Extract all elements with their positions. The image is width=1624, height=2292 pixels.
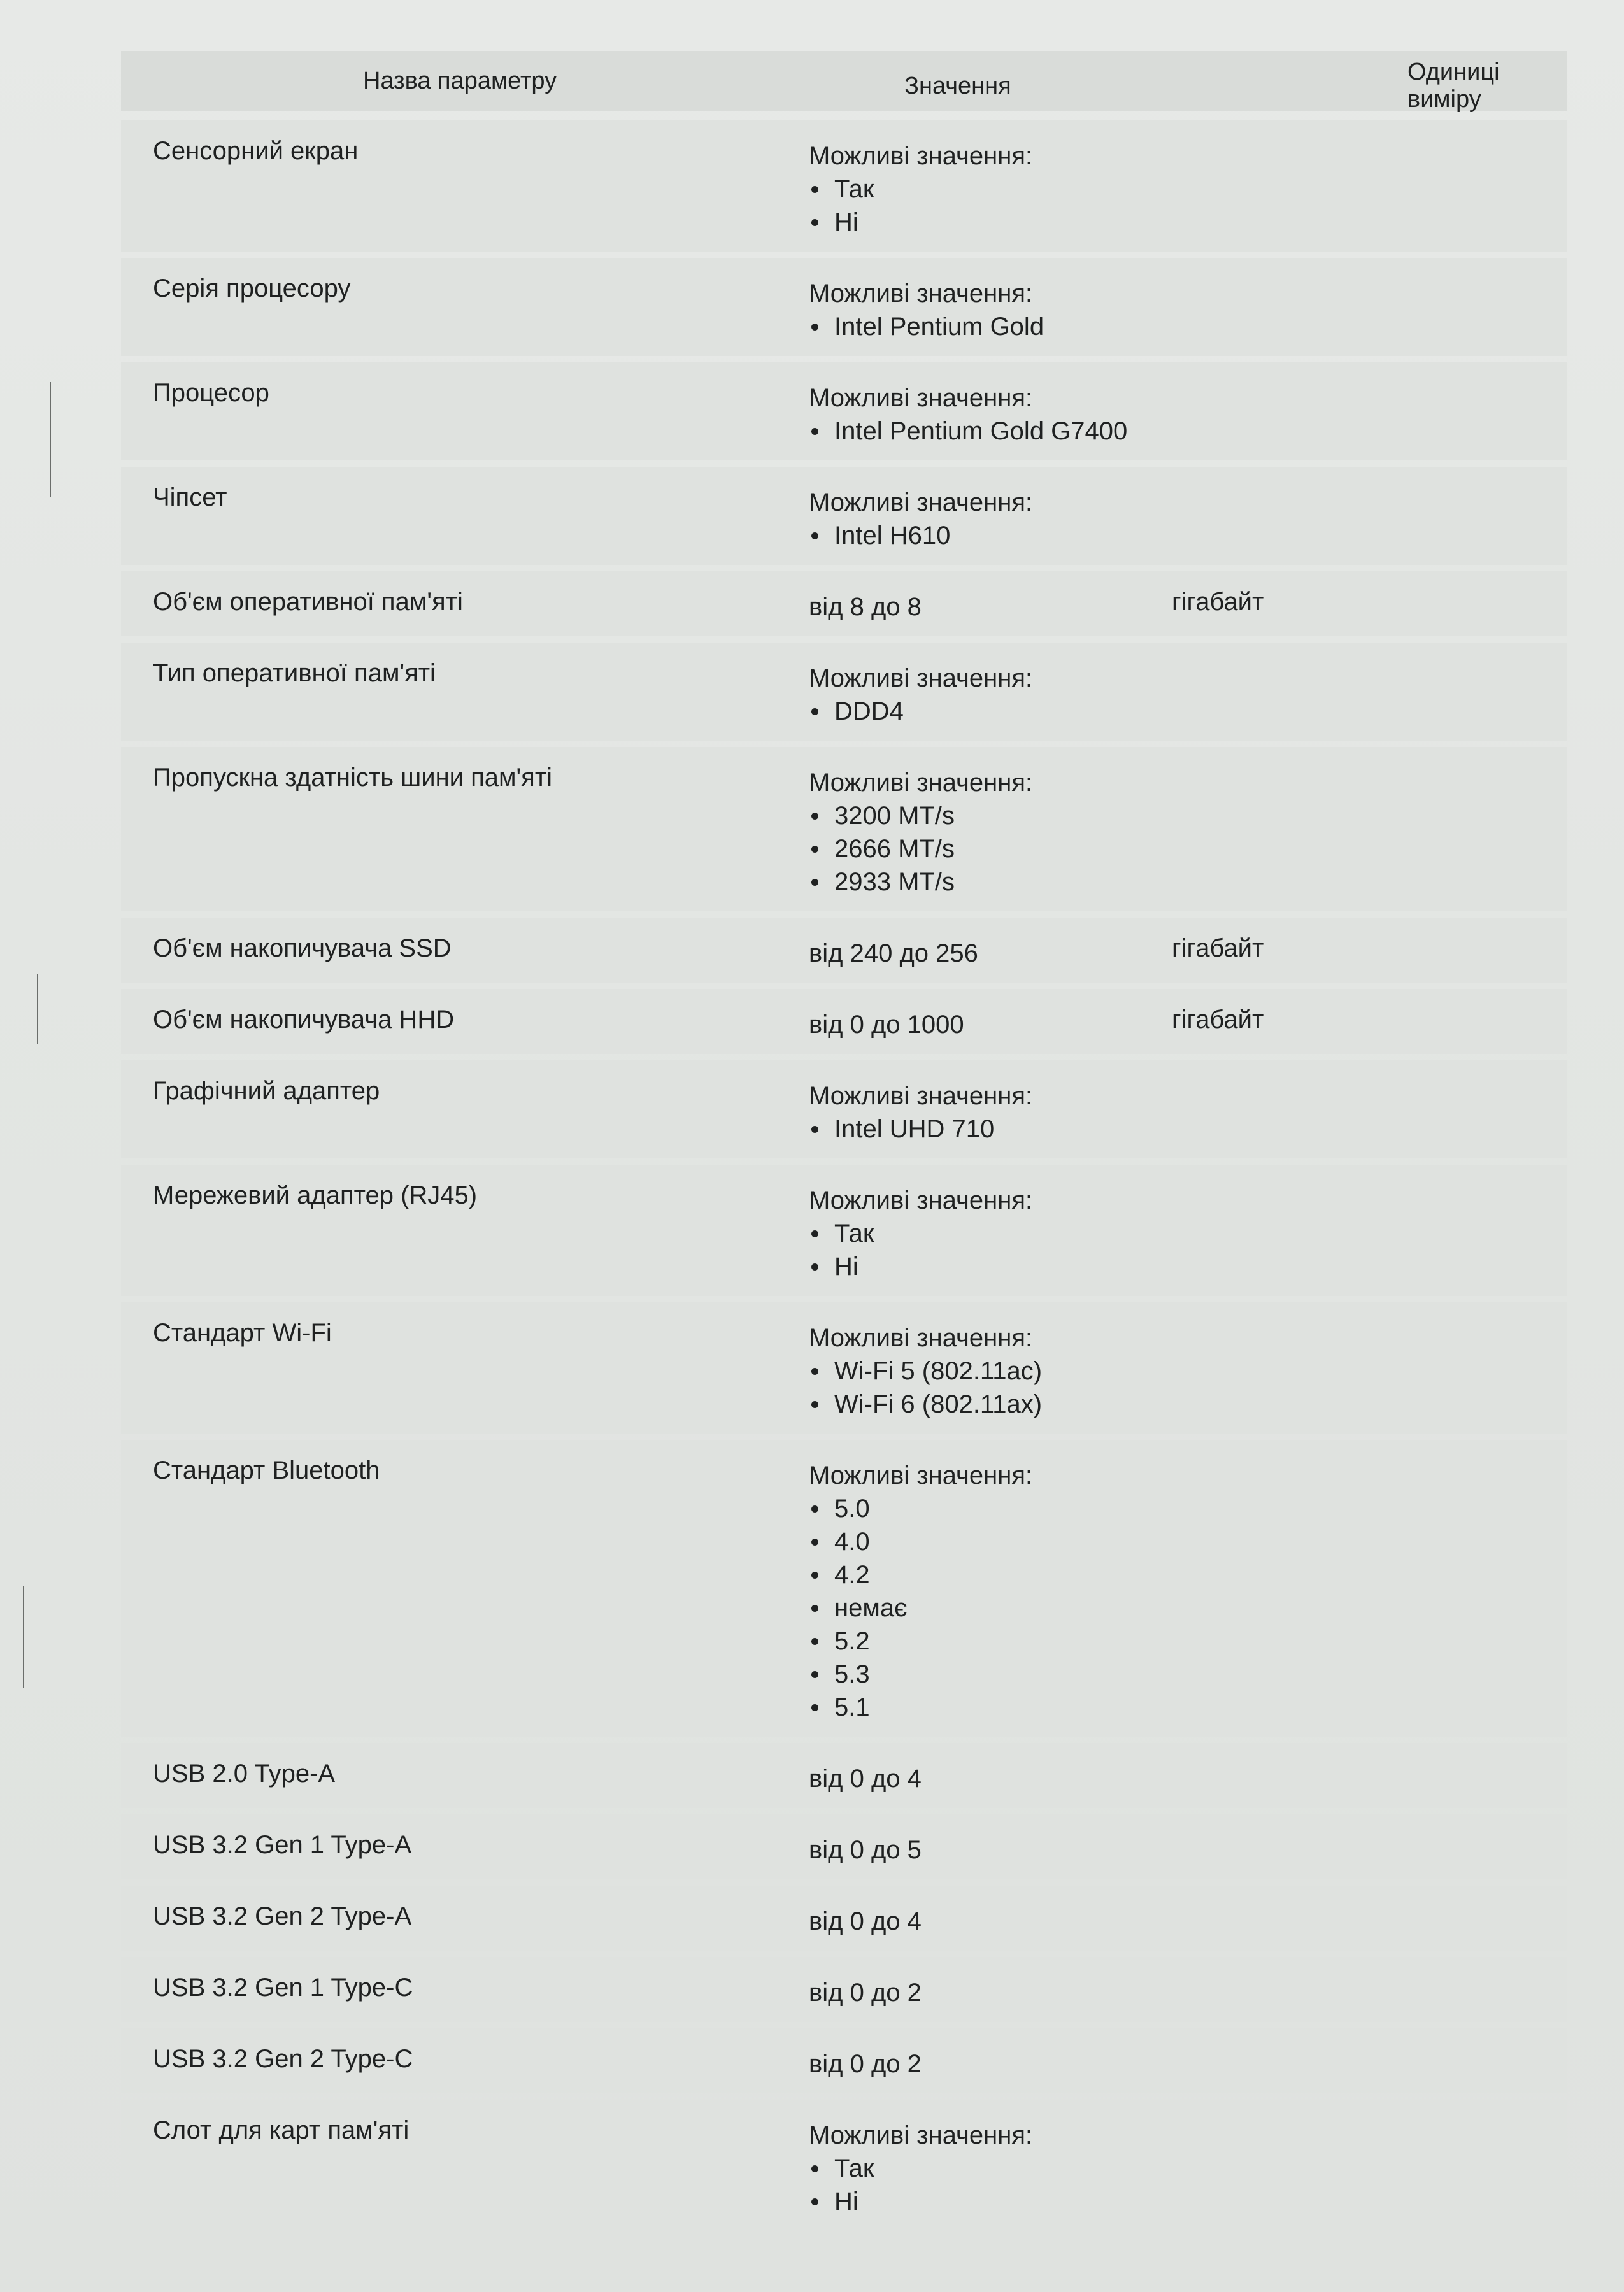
parameter-name: Чіпсет: [153, 483, 227, 511]
possible-values-label: Можливі значення:: [809, 769, 1033, 797]
option-item: Ні: [809, 1250, 1153, 1283]
parameter-name: Об'єм накопичувача HHD: [153, 1006, 455, 1034]
range-value: від 0 до 4: [809, 1765, 922, 1793]
possible-values-label: Можливі значення:: [809, 280, 1033, 308]
option-item: 5.0: [809, 1492, 1153, 1525]
parameter-value: [783, 1440, 1159, 1737]
table-row: [121, 747, 1567, 911]
parameter-unit: [1159, 467, 1567, 565]
parameter-unit: [1159, 747, 1567, 911]
possible-values-label: Можливі значення:: [809, 664, 1033, 692]
option-item: 2933 MT/s: [809, 865, 1153, 899]
parameter-name: USB 3.2 Gen 2 Type-C: [153, 2045, 413, 2073]
parameter-unit: [1159, 120, 1567, 252]
parameter-name: Об'єм накопичувача SSD: [153, 934, 452, 962]
range-value: від 0 до 5: [809, 1836, 922, 1864]
parameter-unit: [1159, 1743, 1567, 1808]
possible-values-label: Можливі значення:: [809, 488, 1033, 516]
table-row: [121, 1302, 1567, 1434]
parameter-name: Графічний адаптер: [153, 1077, 380, 1105]
possible-values-label: Можливі значення:: [809, 1462, 1033, 1490]
parameter-unit: [1159, 1302, 1567, 1434]
parameter-unit: гігабайт: [1172, 588, 1264, 616]
parameter-name: Сенсорний екран: [153, 137, 359, 165]
options-list: [809, 1492, 1153, 1724]
possible-values-label: Можливі значення:: [809, 1186, 1033, 1214]
parameter-unit: [1159, 643, 1567, 741]
parameter-value: [783, 258, 1159, 356]
options-list: [809, 310, 1153, 343]
parameter-value: [783, 120, 1159, 252]
option-item: Intel UHD 710: [809, 1113, 1153, 1146]
parameter-unit: [1159, 362, 1567, 460]
parameter-name: USB 3.2 Gen 1 Type-A: [153, 1831, 412, 1859]
option-item: 2666 MT/s: [809, 832, 1153, 865]
table-row: [121, 1743, 1567, 1808]
parameter-value: [783, 918, 1159, 983]
parameters-table: [121, 51, 1567, 2237]
parameter-name: Мережевий адаптер (RJ45): [153, 1181, 478, 1209]
parameter-name: Об'єм оперативної пам'яті: [153, 588, 463, 616]
margin-mark: [50, 382, 51, 497]
options-list: [809, 2152, 1153, 2218]
parameter-name: Пропускна здатність шини пам'яті: [153, 764, 553, 792]
option-item: 3200 MT/s: [809, 799, 1153, 832]
option-item: Ні: [809, 206, 1153, 239]
parameter-unit: [1159, 2028, 1567, 2093]
parameter-value: [783, 1814, 1159, 1879]
parameter-name: USB 2.0 Type-A: [153, 1760, 336, 1788]
parameter-value: [783, 1302, 1159, 1434]
header-name: Назва параметру: [363, 68, 557, 94]
parameter-name: Тип оперативної пам'яті: [153, 659, 436, 687]
table-row: [121, 1165, 1567, 1296]
parameter-value: [783, 989, 1159, 1054]
option-item: Wi-Fi 5 (802.11ac): [809, 1355, 1153, 1388]
parameter-unit: гігабайт: [1172, 1006, 1264, 1034]
table-row: [121, 1957, 1567, 2022]
possible-values-label: Можливі значення:: [809, 2121, 1033, 2149]
options-list: [809, 695, 1153, 728]
parameter-unit: [1159, 1165, 1567, 1296]
table-row: [121, 1060, 1567, 1158]
options-list: [809, 1355, 1153, 1421]
table-header: [121, 51, 1567, 111]
option-item: Так: [809, 173, 1153, 206]
table-row: [121, 643, 1567, 741]
options-list: [809, 1217, 1153, 1283]
option-item: 4.0: [809, 1525, 1153, 1558]
possible-values-label: Можливі значення:: [809, 1082, 1033, 1110]
option-item: 5.2: [809, 1625, 1153, 1658]
option-item: 4.2: [809, 1558, 1153, 1591]
table-row: [121, 918, 1567, 983]
parameter-unit: [1159, 1957, 1567, 2022]
table-row: [121, 2028, 1567, 2093]
table-row: [121, 467, 1567, 565]
option-item: Intel H610: [809, 519, 1153, 552]
option-item: Ні: [809, 2185, 1153, 2218]
parameter-value: [783, 1957, 1159, 2022]
parameter-value: [783, 1165, 1159, 1296]
range-value: від 0 до 2: [809, 1979, 922, 2007]
margin-mark: [37, 974, 38, 1044]
parameter-value: [783, 643, 1159, 741]
table-row: [121, 1814, 1567, 1879]
parameter-value: [783, 1743, 1159, 1808]
parameter-value: [783, 1886, 1159, 1951]
parameter-value: [783, 747, 1159, 911]
parameter-name: Стандарт Bluetooth: [153, 1456, 380, 1484]
option-item: 5.1: [809, 1691, 1153, 1724]
parameter-value: [783, 2100, 1159, 2231]
parameter-unit: [1159, 258, 1567, 356]
options-list: [809, 415, 1153, 448]
header-value: Значення: [904, 73, 1011, 99]
table-row: [121, 258, 1567, 356]
parameter-unit: гігабайт: [1172, 934, 1264, 962]
parameter-unit: [1159, 1886, 1567, 1951]
option-item: Так: [809, 1217, 1153, 1250]
options-list: [809, 1113, 1153, 1146]
parameter-unit: [1159, 2100, 1567, 2231]
table-body: [121, 120, 1567, 2231]
parameter-name: Стандарт Wi-Fi: [153, 1319, 332, 1347]
parameter-unit: [1159, 1060, 1567, 1158]
parameter-value: [783, 362, 1159, 460]
options-list: [809, 799, 1153, 899]
table-row: [121, 362, 1567, 460]
range-value: від 0 до 1000: [809, 1011, 964, 1039]
parameter-value: [783, 2028, 1159, 2093]
parameter-value: [783, 1060, 1159, 1158]
possible-values-label: Можливі значення:: [809, 384, 1033, 412]
header-unit: Одиниці виміру: [1407, 59, 1500, 113]
parameter-name: Процесор: [153, 379, 269, 407]
range-value: від 0 до 4: [809, 1907, 922, 1935]
options-list: [809, 173, 1153, 239]
range-value: від 8 до 8: [809, 593, 922, 621]
table-row: [121, 120, 1567, 252]
option-item: немає: [809, 1591, 1153, 1625]
option-item: Intel Pentium Gold: [809, 310, 1153, 343]
table-row: [121, 2100, 1567, 2231]
option-item: Так: [809, 2152, 1153, 2185]
parameter-name: Слот для карт пам'яті: [153, 2116, 410, 2144]
parameter-value: [783, 571, 1159, 636]
possible-values-label: Можливі значення:: [809, 142, 1033, 170]
parameter-name: USB 3.2 Gen 2 Type-A: [153, 1902, 412, 1930]
parameter-unit: [1159, 1440, 1567, 1737]
parameter-name: USB 3.2 Gen 1 Type-C: [153, 1974, 413, 2002]
option-item: DDD4: [809, 695, 1153, 728]
parameter-name: Серія процесору: [153, 274, 351, 303]
parameter-value: [783, 467, 1159, 565]
possible-values-label: Можливі значення:: [809, 1324, 1033, 1352]
range-value: від 240 до 256: [809, 939, 978, 967]
table-row: [121, 571, 1567, 636]
table-row: [121, 1886, 1567, 1951]
table-row: [121, 989, 1567, 1054]
option-item: Wi-Fi 6 (802.11ax): [809, 1388, 1153, 1421]
margin-mark: [23, 1586, 24, 1688]
option-item: Intel Pentium Gold G7400: [809, 415, 1153, 448]
options-list: [809, 519, 1153, 552]
parameter-unit: [1159, 1814, 1567, 1879]
table-row: [121, 1440, 1567, 1737]
range-value: від 0 до 2: [809, 2050, 922, 2078]
option-item: 5.3: [809, 1658, 1153, 1691]
